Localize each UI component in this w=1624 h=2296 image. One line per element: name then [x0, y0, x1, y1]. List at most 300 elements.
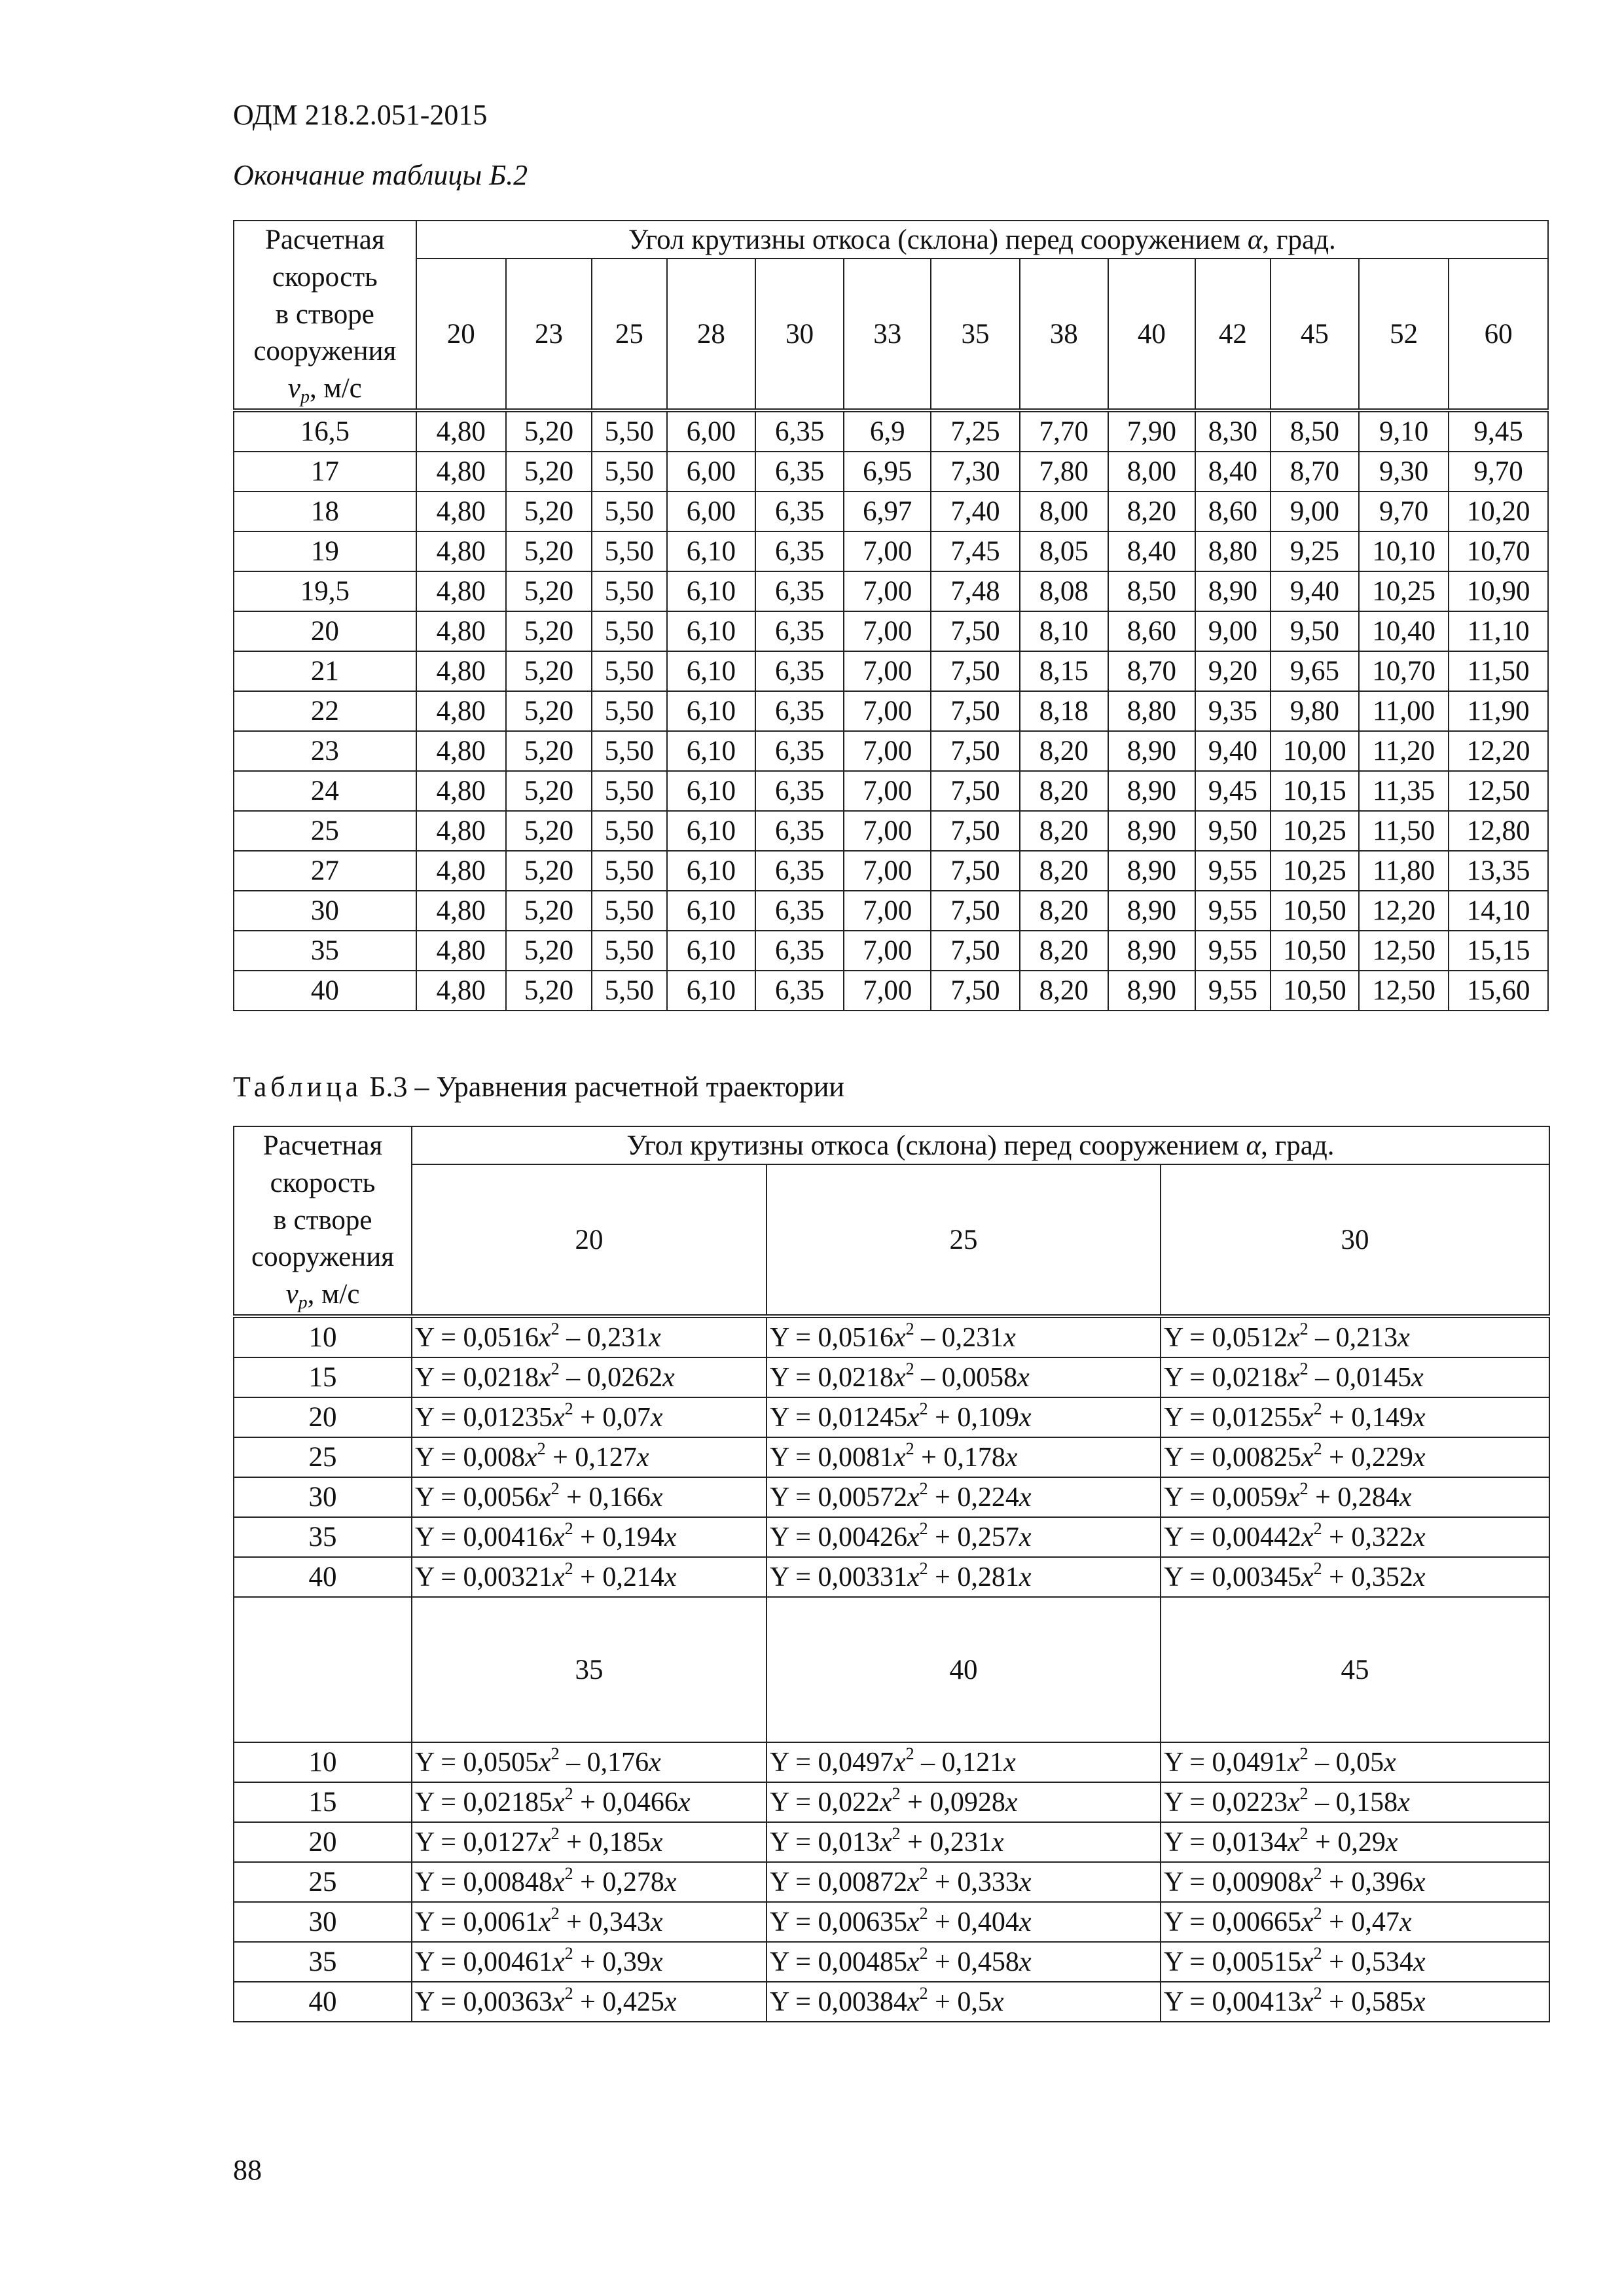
value-cell: 9,35 — [1195, 691, 1271, 731]
value-cell: 8,20 — [1020, 891, 1108, 931]
value-cell: 9,70 — [1449, 452, 1548, 492]
coef-b: 0,39 — [602, 1946, 651, 1977]
value-cell: 4,80 — [416, 771, 506, 811]
speed-cell: 17 — [234, 452, 416, 492]
sign: – — [1315, 1747, 1329, 1778]
speed-cell: 35 — [234, 931, 416, 971]
x-variable: x — [879, 1787, 892, 1818]
value-cell: 6,10 — [667, 731, 755, 771]
value-cell: 7,50 — [931, 691, 1019, 731]
exponent: 2 — [550, 1359, 560, 1378]
x-variable: x — [664, 1522, 677, 1552]
sign: + — [1329, 1562, 1344, 1592]
value-cell: 7,80 — [1020, 452, 1108, 492]
exponent: 2 — [1299, 1479, 1308, 1498]
exponent: 2 — [919, 1558, 928, 1578]
value-cell: 11,80 — [1359, 851, 1449, 891]
x-variable: x — [907, 1562, 920, 1592]
x-variable: x — [524, 1442, 537, 1473]
x-variable: x — [1399, 1482, 1412, 1513]
speed-cell: 21 — [234, 651, 416, 691]
equation-cell: $Y = 0,00345x^2 + 0,352x$ — [1161, 1557, 1549, 1597]
coef-a: 0,00363 — [463, 1986, 552, 2017]
value-cell: 15,15 — [1449, 931, 1548, 971]
value-cell: 7,00 — [844, 651, 931, 691]
coef-a: 0,00413 — [1212, 1986, 1301, 2017]
x-variable: x — [1017, 1362, 1030, 1393]
value-cell: 6,35 — [755, 851, 844, 891]
sign: + — [566, 1907, 582, 1937]
exponent: 2 — [550, 1823, 560, 1843]
value-cell: 8,90 — [1108, 851, 1195, 891]
x-variable: x — [1413, 1946, 1426, 1977]
value-cell: 5,20 — [506, 931, 592, 971]
value-cell: 9,50 — [1271, 611, 1359, 651]
coef-b: 0,127 — [575, 1442, 637, 1473]
value-cell: 9,55 — [1195, 851, 1271, 891]
value-cell: 7,00 — [844, 691, 931, 731]
exponent: 2 — [1313, 1518, 1322, 1538]
coef-b: 0,229 — [1351, 1442, 1413, 1473]
value-cell: 10,50 — [1271, 891, 1359, 931]
x-variable: x — [650, 1907, 663, 1937]
value-cell: 10,50 — [1271, 971, 1359, 1011]
value-cell: 7,48 — [931, 571, 1019, 611]
value-cell: 5,50 — [592, 851, 667, 891]
speed-cell: 40 — [234, 1982, 412, 2022]
coef-b: 0,213 — [1335, 1322, 1398, 1353]
value-cell: 10,25 — [1271, 851, 1359, 891]
sign: + — [935, 1402, 950, 1433]
value-cell: 7,50 — [931, 811, 1019, 851]
equation-cell: $Y = 0,01255x^2 + 0,149x$ — [1161, 1397, 1549, 1437]
equation-cell: $Y = 0,0061x^2 + 0,343x$ — [412, 1902, 767, 1942]
x-variable: x — [1411, 1362, 1424, 1393]
x-variable: x — [1005, 1787, 1018, 1818]
sign: + — [580, 1402, 596, 1433]
exponent: 2 — [564, 1784, 573, 1803]
exponent: 2 — [1299, 1744, 1308, 1763]
angle-value-cell: 33 — [844, 259, 931, 410]
equation-cell: $Y = 0,00485x^2 + 0,458x$ — [767, 1942, 1161, 1982]
value-cell: 8,20 — [1020, 771, 1108, 811]
x-variable: x — [538, 1322, 551, 1353]
table-row — [234, 1316, 1549, 1357]
exponent: 2 — [919, 1479, 928, 1498]
table-b3-caption-rest: Б.3 – Уравнения расчетной траектории — [362, 1071, 844, 1103]
exponent: 2 — [564, 1399, 573, 1418]
value-cell: 6,00 — [667, 492, 755, 531]
value-cell: 6,35 — [755, 651, 844, 691]
sign: – — [921, 1362, 935, 1393]
coef-a: 0,0497 — [818, 1747, 893, 1778]
equation-cell: $Y = 0,0218x^2 - 0,0145x$ — [1161, 1357, 1549, 1397]
equation-cell: $Y = 0,0218x^2 - 0,0262x$ — [412, 1357, 767, 1397]
x-variable: x — [1301, 1867, 1314, 1897]
x-variable: x — [991, 1827, 1004, 1857]
x-variable: x — [1399, 1907, 1412, 1937]
angle-header-unit: , град. — [1262, 224, 1336, 255]
table-row — [234, 651, 1548, 691]
value-cell: 8,20 — [1020, 731, 1108, 771]
coef-b: 0,0262 — [586, 1362, 663, 1393]
angle-value-cell: 30 — [755, 259, 844, 410]
speed-cell: 20 — [234, 1397, 412, 1437]
table-row — [234, 1477, 1549, 1517]
sign: + — [1329, 1986, 1344, 2017]
coef-a: 0,008 — [463, 1442, 525, 1473]
value-cell: 8,90 — [1108, 811, 1195, 851]
equation-cell: $Y = 0,0516x^2 - 0,231x$ — [767, 1316, 1161, 1357]
coef-b: 0,281 — [957, 1562, 1019, 1592]
x-variable: x — [1287, 1747, 1300, 1778]
table-row — [234, 1357, 1549, 1397]
table-row — [234, 1517, 1549, 1557]
x-variable: x — [552, 1946, 565, 1977]
angle-values-row — [234, 1597, 1549, 1742]
exponent: 2 — [919, 1399, 928, 1418]
value-cell: 13,35 — [1449, 851, 1548, 891]
x-variable: x — [1301, 1402, 1314, 1433]
value-cell: 4,80 — [416, 531, 506, 571]
coef-b: 0,149 — [1351, 1402, 1413, 1433]
value-cell: 9,40 — [1195, 731, 1271, 771]
exponent: 2 — [892, 1823, 901, 1843]
table-row — [234, 1942, 1549, 1982]
x-variable: x — [538, 1482, 551, 1513]
x-variable: x — [650, 1827, 663, 1857]
coef-a: 0,00442 — [1212, 1522, 1301, 1552]
speed-header-line: Расчетная — [265, 224, 385, 256]
equation-cell: $Y = 0,0127x^2 + 0,185x$ — [412, 1822, 767, 1862]
value-cell: 8,05 — [1020, 531, 1108, 571]
value-cell: 9,40 — [1271, 571, 1359, 611]
equation-cell: $Y = 0,01245x^2 + 0,109x$ — [767, 1397, 1161, 1437]
speed-cell: 16,5 — [234, 410, 416, 452]
coef-b: 0,0466 — [602, 1787, 678, 1818]
value-cell: 10,20 — [1449, 492, 1548, 531]
x-variable: x — [552, 1986, 565, 2017]
sign: + — [1329, 1442, 1344, 1473]
x-variable: x — [1301, 1442, 1314, 1473]
speed-cell: 35 — [234, 1517, 412, 1557]
x-variable: x — [893, 1362, 906, 1393]
x-variable: x — [1287, 1787, 1300, 1818]
speed-cell: 22 — [234, 691, 416, 731]
value-cell: 5,50 — [592, 571, 667, 611]
speed-header — [234, 221, 416, 410]
coef-b: 0,343 — [588, 1907, 651, 1937]
speed-cell: 27 — [234, 851, 416, 891]
value-cell: 7,50 — [931, 891, 1019, 931]
coef-a: 0,013 — [818, 1827, 880, 1857]
empty-speed-cell — [234, 1597, 412, 1742]
sign: + — [580, 1946, 596, 1977]
speed-cell: 20 — [234, 611, 416, 651]
x-variable: x — [879, 1827, 892, 1857]
value-cell: 6,35 — [755, 931, 844, 971]
angle-header-text: Угол крутизны откоса (склона) перед сооружением — [628, 224, 1248, 255]
table-row — [234, 1782, 1549, 1822]
speed-cell: 30 — [234, 1902, 412, 1942]
value-cell: 12,20 — [1449, 731, 1548, 771]
value-cell: 8,50 — [1108, 571, 1195, 611]
sign: + — [1329, 1867, 1344, 1897]
document-header: ОДМ 218.2.051-2015 — [233, 99, 488, 131]
x-variable: x — [1301, 1562, 1314, 1592]
value-cell: 4,80 — [416, 452, 506, 492]
exponent: 2 — [919, 1943, 928, 1963]
equation-cell: $Y = 0,00908x^2 + 0,396x$ — [1161, 1862, 1549, 1902]
speed-cell: 30 — [234, 1477, 412, 1517]
coef-a: 0,00572 — [818, 1482, 907, 1513]
speed-header-line: в створе — [273, 1204, 372, 1236]
coef-a: 0,0081 — [818, 1442, 893, 1473]
value-cell: 5,20 — [506, 811, 592, 851]
value-cell: 7,00 — [844, 931, 931, 971]
coef-b: 0,585 — [1351, 1986, 1413, 2017]
value-cell: 11,00 — [1359, 691, 1449, 731]
coef-b: 0,322 — [1351, 1522, 1413, 1552]
speed-cell: 19,5 — [234, 571, 416, 611]
table-b3-caption-prefix: Таблица — [233, 1071, 363, 1103]
value-cell: 7,50 — [931, 731, 1019, 771]
coef-a: 0,0061 — [463, 1907, 539, 1937]
speed-header-line: сооружения — [251, 1242, 394, 1273]
x-variable: x — [1301, 1986, 1314, 2017]
equation-cell: $Y = 0,00635x^2 + 0,404x$ — [767, 1902, 1161, 1942]
equation-cell: $Y = 0,00825x^2 + 0,229x$ — [1161, 1437, 1549, 1477]
value-cell: 11,20 — [1359, 731, 1449, 771]
value-cell: 6,10 — [667, 571, 755, 611]
value-cell: 7,00 — [844, 571, 931, 611]
coef-b: 0,5 — [957, 1986, 992, 2017]
value-cell: 8,40 — [1108, 531, 1195, 571]
coef-a: 0,0218 — [1212, 1362, 1288, 1393]
table-row — [234, 1982, 1549, 2022]
value-cell: 7,30 — [931, 452, 1019, 492]
angle-value-cell: 60 — [1449, 259, 1548, 410]
speed-header-line: в створе — [275, 298, 374, 330]
coef-b: 0,396 — [1351, 1867, 1413, 1897]
exponent: 2 — [905, 1359, 914, 1378]
sign: + — [1329, 1522, 1344, 1552]
value-cell: 8,20 — [1020, 931, 1108, 971]
speed-cell: 15 — [234, 1357, 412, 1397]
equation-cell: $Y = 0,00321x^2 + 0,214x$ — [412, 1557, 767, 1597]
value-cell: 7,00 — [844, 611, 931, 651]
value-cell: 8,90 — [1195, 571, 1271, 611]
value-cell: 10,15 — [1271, 771, 1359, 811]
value-cell: 8,90 — [1108, 971, 1195, 1011]
value-cell: 10,70 — [1449, 531, 1548, 571]
value-cell: 4,80 — [416, 891, 506, 931]
speed-header-line: скорость — [270, 1167, 376, 1198]
value-cell: 10,00 — [1271, 731, 1359, 771]
coef-a: 0,0491 — [1212, 1747, 1288, 1778]
value-cell: 8,70 — [1108, 651, 1195, 691]
x-variable: x — [1019, 1562, 1032, 1592]
value-cell: 10,40 — [1359, 611, 1449, 651]
x-variable: x — [649, 1322, 661, 1353]
value-cell: 4,80 — [416, 811, 506, 851]
coef-a: 0,00461 — [463, 1946, 552, 1977]
value-cell: 14,10 — [1449, 891, 1548, 931]
x-variable: x — [552, 1562, 565, 1592]
x-variable: x — [1413, 1442, 1426, 1473]
value-cell: 8,20 — [1020, 811, 1108, 851]
x-variable: x — [1019, 1482, 1032, 1513]
coef-a: 0,00331 — [818, 1562, 907, 1592]
sign: + — [935, 1907, 950, 1937]
value-cell: 5,50 — [592, 452, 667, 492]
coef-a: 0,00515 — [1212, 1946, 1301, 1977]
value-cell: 6,10 — [667, 771, 755, 811]
x-variable: x — [893, 1322, 906, 1353]
value-cell: 10,70 — [1359, 651, 1449, 691]
value-cell: 4,80 — [416, 651, 506, 691]
x-variable: x — [1301, 1522, 1314, 1552]
equation-cell: $Y = 0,00384x^2 + 0,5x$ — [767, 1982, 1161, 2022]
value-cell: 4,80 — [416, 851, 506, 891]
x-variable: x — [907, 1986, 920, 2017]
coef-a: 0,0516 — [463, 1322, 539, 1353]
value-cell: 8,70 — [1271, 452, 1359, 492]
value-cell: 9,45 — [1195, 771, 1271, 811]
coef-a: 0,00848 — [463, 1867, 552, 1897]
sign: + — [566, 1827, 582, 1857]
value-cell: 4,80 — [416, 971, 506, 1011]
coef-a: 0,0218 — [463, 1362, 539, 1393]
x-variable: x — [636, 1442, 649, 1473]
speed-cell: 25 — [234, 1862, 412, 1902]
exponent: 2 — [905, 1744, 914, 1763]
x-variable: x — [1019, 1946, 1032, 1977]
value-cell: 7,25 — [931, 410, 1019, 452]
x-variable: x — [552, 1787, 565, 1818]
sign: + — [921, 1442, 937, 1473]
table-row — [234, 891, 1548, 931]
value-cell: 8,80 — [1195, 531, 1271, 571]
angle-header-unit: , град. — [1261, 1130, 1335, 1161]
equation-cell: $Y = 0,0505x^2 - 0,176x$ — [412, 1742, 767, 1782]
angle-value-cell: 45 — [1271, 259, 1359, 410]
coef-b: 0,185 — [588, 1827, 651, 1857]
coef-b: 0,109 — [957, 1402, 1019, 1433]
value-cell: 5,50 — [592, 531, 667, 571]
x-variable: x — [538, 1362, 551, 1393]
value-cell: 7,70 — [1020, 410, 1108, 452]
value-cell: 11,35 — [1359, 771, 1449, 811]
coef-b: 0,284 — [1337, 1482, 1399, 1513]
exponent: 2 — [1313, 1558, 1322, 1578]
value-cell: 6,10 — [667, 891, 755, 931]
exponent: 2 — [550, 1744, 560, 1763]
exponent: 2 — [564, 1983, 573, 2003]
value-cell: 8,18 — [1020, 691, 1108, 731]
coef-a: 0,0059 — [1212, 1482, 1288, 1513]
sign: + — [566, 1482, 582, 1513]
angle-value-cell: 23 — [506, 259, 592, 410]
coef-b: 0,0928 — [929, 1787, 1005, 1818]
angle-values-row — [234, 1164, 1549, 1316]
value-cell: 11,50 — [1359, 811, 1449, 851]
value-cell: 5,50 — [592, 611, 667, 651]
x-variable: x — [1413, 1522, 1426, 1552]
value-cell: 6,97 — [844, 492, 931, 531]
table-row — [234, 492, 1548, 531]
coef-a: 0,0218 — [818, 1362, 893, 1393]
value-cell: 10,90 — [1449, 571, 1548, 611]
speed-cell: 15 — [234, 1782, 412, 1822]
speed-cell: 10 — [234, 1742, 412, 1782]
x-variable: x — [1287, 1362, 1300, 1393]
x-variable: x — [1398, 1322, 1410, 1353]
value-cell: 9,00 — [1271, 492, 1359, 531]
value-cell: 7,00 — [844, 851, 931, 891]
value-cell: 15,60 — [1449, 971, 1548, 1011]
x-variable: x — [650, 1946, 663, 1977]
coef-b: 0,214 — [602, 1562, 664, 1592]
value-cell: 11,10 — [1449, 611, 1548, 651]
equation-cell: $Y = 0,00442x^2 + 0,322x$ — [1161, 1517, 1549, 1557]
equation-cell: $Y = 0,013x^2 + 0,231x$ — [767, 1822, 1161, 1862]
sign: + — [580, 1867, 596, 1897]
x-variable: x — [662, 1362, 675, 1393]
coef-b: 0,534 — [1351, 1946, 1413, 1977]
x-variable: x — [1287, 1482, 1300, 1513]
angle-value-cell: 28 — [667, 259, 755, 410]
x-variable: x — [907, 1907, 920, 1937]
value-cell: 4,80 — [416, 731, 506, 771]
coef-b: 0,231 — [941, 1322, 1004, 1353]
table-row — [234, 1437, 1549, 1477]
value-cell: 8,80 — [1108, 691, 1195, 731]
sign: – — [1315, 1322, 1329, 1353]
value-cell: 5,20 — [506, 771, 592, 811]
equation-cell: $Y = 0,00461x^2 + 0,39x$ — [412, 1942, 767, 1982]
equation-cell: $Y = 0,0134x^2 + 0,29x$ — [1161, 1822, 1549, 1862]
angle-value-cell: 20 — [412, 1164, 767, 1316]
value-cell: 6,10 — [667, 651, 755, 691]
value-cell: 5,50 — [592, 651, 667, 691]
value-cell: 5,50 — [592, 971, 667, 1011]
table-b2 — [233, 220, 1549, 1011]
coef-a: 0,00416 — [463, 1522, 552, 1552]
value-cell: 7,45 — [931, 531, 1019, 571]
table-b3 — [233, 1126, 1550, 2022]
table-row — [234, 1902, 1549, 1942]
x-variable: x — [552, 1402, 565, 1433]
angle-value-cell: 42 — [1195, 259, 1271, 410]
equation-cell: $Y = 0,0516x^2 - 0,231x$ — [412, 1316, 767, 1357]
x-variable: x — [664, 1986, 677, 2017]
exponent: 2 — [564, 1558, 573, 1578]
value-cell: 5,50 — [592, 492, 667, 531]
value-cell: 12,50 — [1359, 931, 1449, 971]
equation-cell: $Y = 0,0491x^2 - 0,05x$ — [1161, 1742, 1549, 1782]
value-cell: 9,50 — [1195, 811, 1271, 851]
x-variable: x — [907, 1482, 920, 1513]
x-variable: x — [538, 1907, 551, 1937]
x-variable: x — [1287, 1827, 1300, 1857]
value-cell: 9,80 — [1271, 691, 1359, 731]
angle-value-cell: 35 — [931, 259, 1019, 410]
value-cell: 6,95 — [844, 452, 931, 492]
x-variable: x — [1385, 1827, 1398, 1857]
sign: – — [566, 1322, 581, 1353]
value-cell: 6,00 — [667, 410, 755, 452]
